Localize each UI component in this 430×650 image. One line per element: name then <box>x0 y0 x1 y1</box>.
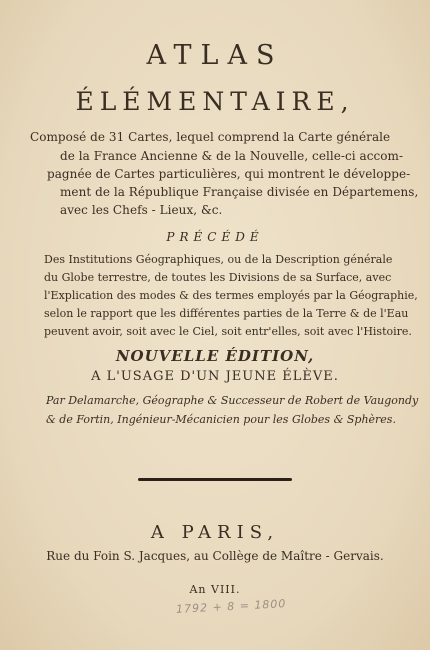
description-line: avec les Chefs - Lieux, &c. <box>60 203 223 217</box>
imprint-address: Rue du Foin S. Jacques, au Collège de Maître - Gervais. <box>46 549 384 563</box>
author-line: Par Delamarche, Géographe & Successeur de Robert de Vaugondy <box>46 394 419 407</box>
author-line: & de Fortin, Ingénieur-Mécanicien pour les Globes & Sphères. <box>46 413 396 426</box>
precede-heading: PRÉCÉDÉ <box>166 230 264 244</box>
usage-label: A L'USAGE D'UN JEUNE ÉLÈVE. <box>91 369 339 384</box>
precede-text-line: peuvent avoir, soit avec le Ciel, soit entr'elles, soit avec l'Histoire. <box>44 325 412 338</box>
decorative-rule <box>138 478 292 481</box>
description-line: ment de la République Française divisée en Départemens, <box>60 185 419 199</box>
precede-text-line: du Globe terrestre, de toutes les Divisions de sa Surface, avec <box>44 271 392 284</box>
title-elementaire: ÉLÉMENTAIRE, <box>75 87 355 116</box>
precede-text-line: Des Institutions Géographiques, ou de la Description générale <box>44 253 393 266</box>
description-line: pagnée de Cartes particulières, qui montrent le développe- <box>47 167 411 181</box>
handwritten-note: 1792 + 8 = 1800 <box>175 597 287 616</box>
description-line: de la France Ancienne & de la Nouvelle, celle-ci accom- <box>60 149 404 163</box>
precede-text-line: selon le rapport que les différentes parties de la Terre & de l'Eau <box>44 307 409 320</box>
edition-label: NOUVELLE ÉDITION, <box>115 347 315 365</box>
description-line: Composé de 31 Cartes, lequel comprend la Carte générale <box>30 130 391 144</box>
precede-text-line: l'Explication des modes & des termes employés par la Géographie, <box>44 289 418 302</box>
title-atlas: ATLAS <box>146 40 284 71</box>
imprint-city: A PARIS, <box>150 522 280 543</box>
imprint-year: An VIII. <box>189 583 241 596</box>
